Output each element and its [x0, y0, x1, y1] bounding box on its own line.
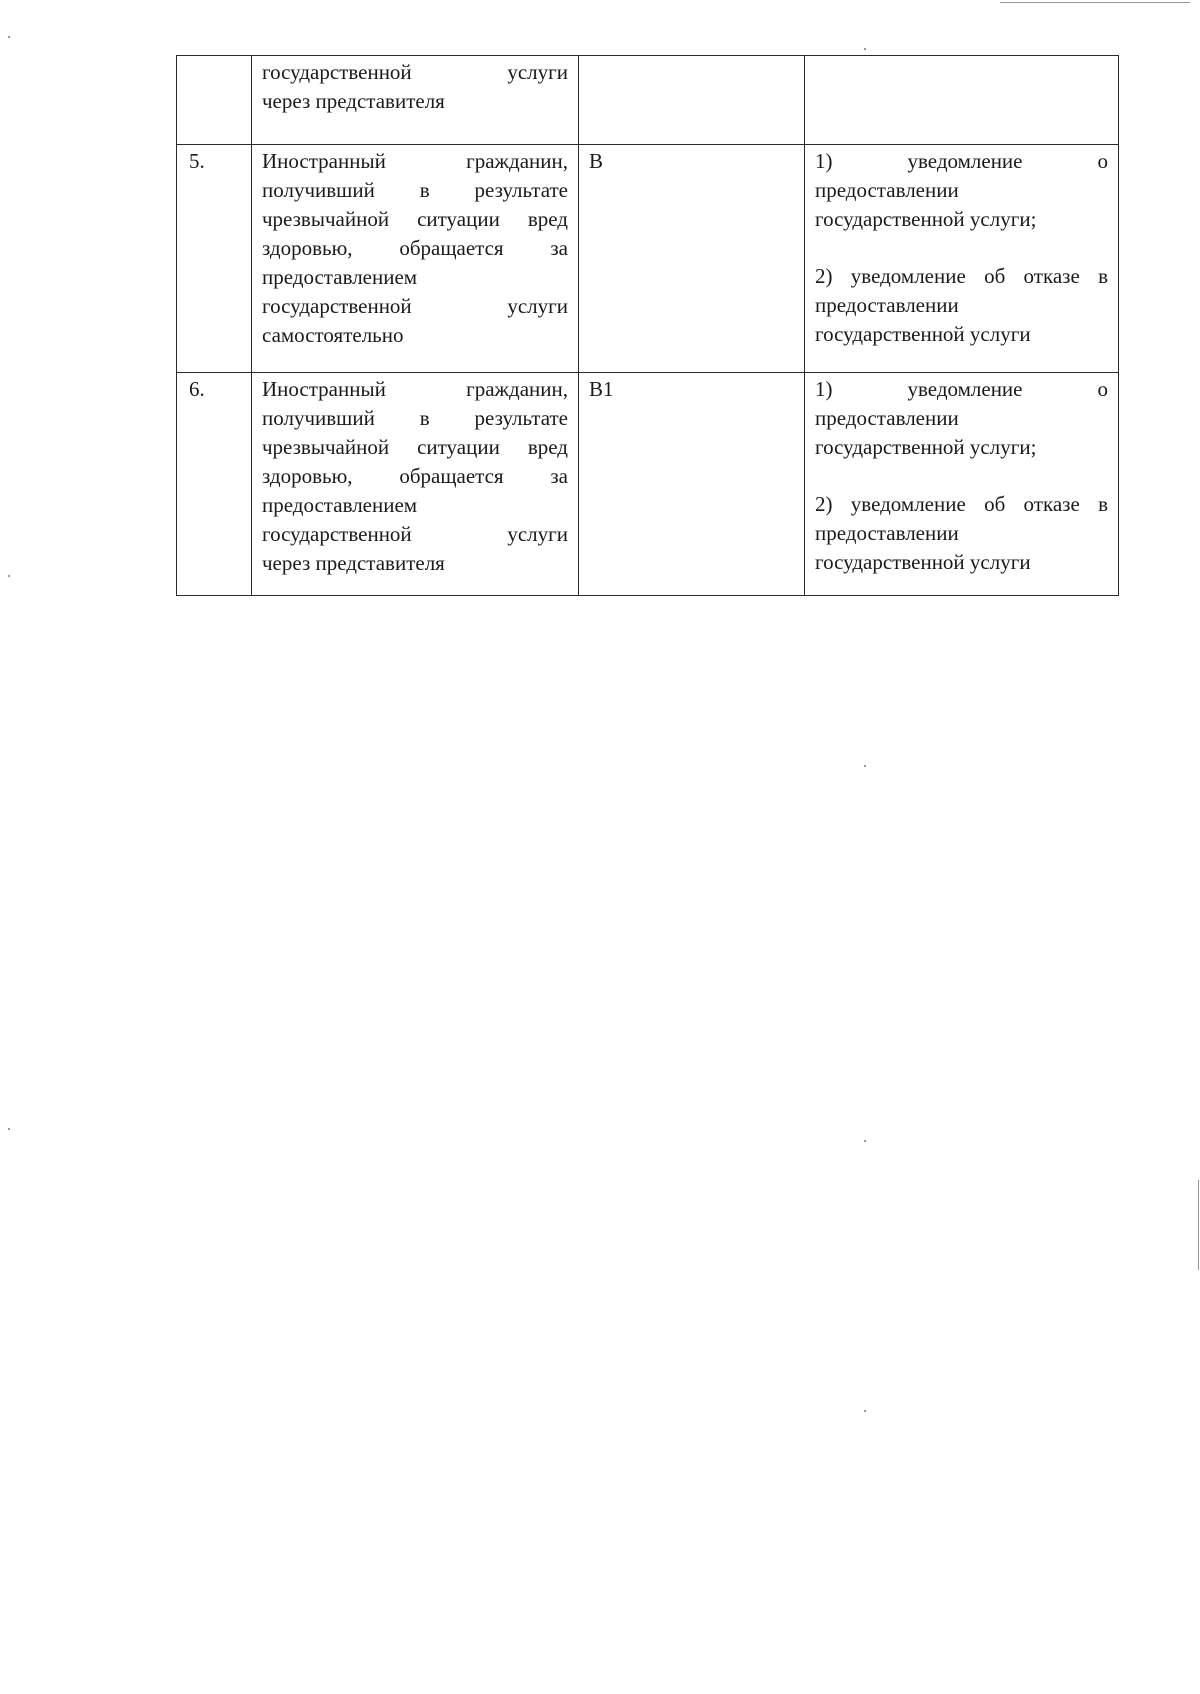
applicant-line: чрезвычайной ситуации вред	[262, 435, 568, 459]
applicant-cell	[252, 56, 579, 145]
applicant-line: получивший в результате	[262, 406, 568, 430]
scan-speck	[8, 575, 10, 577]
result-line: государственной услуги;	[815, 435, 1037, 459]
result-line: 1) уведомление о	[815, 377, 1108, 401]
result-cell	[805, 56, 1119, 145]
scan-speck	[864, 1410, 866, 1412]
applicant-line: самостоятельно	[262, 323, 404, 347]
result-line: государственной услуги	[815, 322, 1031, 346]
paragraph-gap	[815, 462, 1108, 490]
scan-edge-mark	[1000, 2, 1190, 3]
result-line: 2) уведомление об отказе в	[815, 492, 1108, 516]
result-line: государственной услуги	[815, 550, 1031, 574]
code-cell: В1	[579, 373, 805, 596]
result-line: предоставлении	[815, 293, 959, 317]
result-line: предоставлении	[815, 521, 959, 545]
result-line: предоставлении	[815, 406, 959, 430]
result-line: государственной услуги;	[815, 207, 1037, 231]
applicant-line: через представителя	[262, 551, 445, 575]
row-number: 6.	[177, 373, 252, 596]
services-table	[176, 55, 1119, 596]
applicant-line: предоставлением	[262, 493, 418, 517]
applicant-line: государственной услуги	[262, 60, 568, 84]
table-row	[177, 56, 1119, 145]
scan-speck	[864, 1140, 866, 1142]
scan-speck	[8, 1128, 10, 1130]
applicant-line: получивший в результате	[262, 178, 568, 202]
applicant-cell	[252, 145, 579, 373]
result-line: 1) уведомление о	[815, 149, 1108, 173]
table-row	[177, 373, 1119, 596]
result-line: 2) уведомление об отказе в	[815, 264, 1108, 288]
applicant-line: предоставлением	[262, 265, 418, 289]
applicant-line: государственной услуги	[262, 522, 568, 546]
table-row	[177, 145, 1119, 373]
scan-speck	[864, 48, 866, 50]
row-number	[177, 56, 252, 145]
applicant-line: через представителя	[262, 89, 445, 113]
scan-edge-mark	[1198, 1180, 1199, 1270]
scan-speck	[864, 765, 866, 767]
applicant-line: Иностранный гражданин,	[262, 377, 568, 401]
applicant-line: здоровью, обращается за	[262, 464, 568, 488]
row-number: 5.	[177, 145, 252, 373]
applicant-cell	[252, 373, 579, 596]
applicant-line: здоровью, обращается за	[262, 236, 568, 260]
scan-speck	[8, 36, 10, 38]
paragraph-gap	[815, 234, 1108, 262]
result-cell	[805, 145, 1119, 373]
result-line: предоставлении	[815, 178, 959, 202]
result-cell	[805, 373, 1119, 596]
code-cell: В	[579, 145, 805, 373]
code-cell	[579, 56, 805, 145]
applicant-line: чрезвычайной ситуации вред	[262, 207, 568, 231]
applicant-line: государственной услуги	[262, 294, 568, 318]
applicant-line: Иностранный гражданин,	[262, 149, 568, 173]
